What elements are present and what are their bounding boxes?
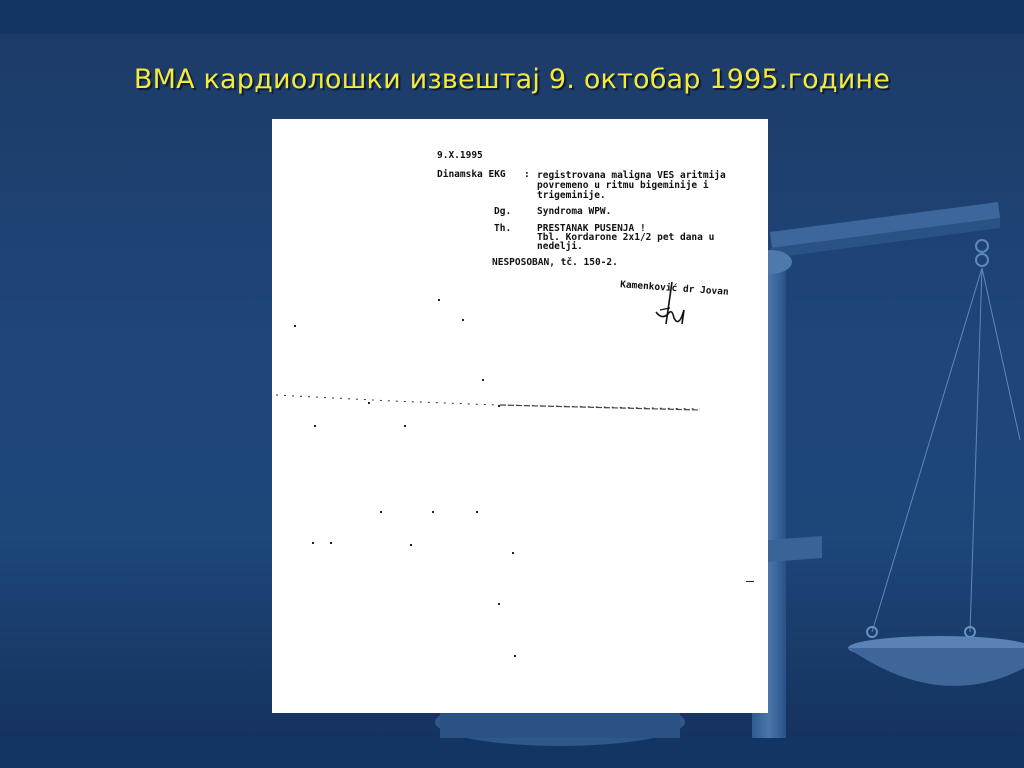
scan-speck xyxy=(514,655,516,657)
scan-streak xyxy=(272,389,768,419)
row-label: Dinamska EKG xyxy=(437,169,506,180)
scan-speck xyxy=(410,544,412,546)
scan-speck xyxy=(312,542,314,544)
row-text: Syndroma WPW. xyxy=(537,206,612,217)
row-text: povremeno u ritmu bigeminije i xyxy=(537,180,709,191)
scanned-medical-report xyxy=(272,119,768,713)
row-text: Tbl. Kordarone 2x1/2 pet dana u xyxy=(537,232,715,243)
scan-speck xyxy=(330,542,332,544)
row-separator: : xyxy=(524,169,530,180)
row-text: PRESTANAK PUSENJA ! xyxy=(537,223,646,234)
signature-name: Kamenković dr Jovan xyxy=(619,279,729,298)
scan-speck xyxy=(404,425,406,427)
scan-speck xyxy=(482,379,484,381)
scan-speck xyxy=(314,425,316,427)
scan-speck xyxy=(432,511,434,513)
scan-speck xyxy=(294,325,296,327)
row-label: Dg. xyxy=(494,206,512,217)
slide-title: ВМА кардиолошки извештај 9. октобар 1995.године xyxy=(133,64,891,95)
row-text: registrovana maligna VES aritmija xyxy=(537,170,726,181)
row-text: nedelji. xyxy=(537,241,583,252)
scan-speck xyxy=(746,581,754,582)
scan-speck xyxy=(380,511,382,513)
handwritten-signature xyxy=(652,274,712,329)
scan-speck xyxy=(438,299,440,301)
row-label: Th. xyxy=(494,223,512,234)
scan-speck xyxy=(476,511,478,513)
row-text: trigeminije. xyxy=(537,190,606,201)
fitness-verdict: NESPOSOBAN, tč. 150-2. xyxy=(492,257,618,268)
scan-speck xyxy=(512,552,514,554)
scan-speck xyxy=(498,603,500,605)
scan-speck xyxy=(462,319,464,321)
report-date: 9.X.1995 xyxy=(437,150,483,161)
